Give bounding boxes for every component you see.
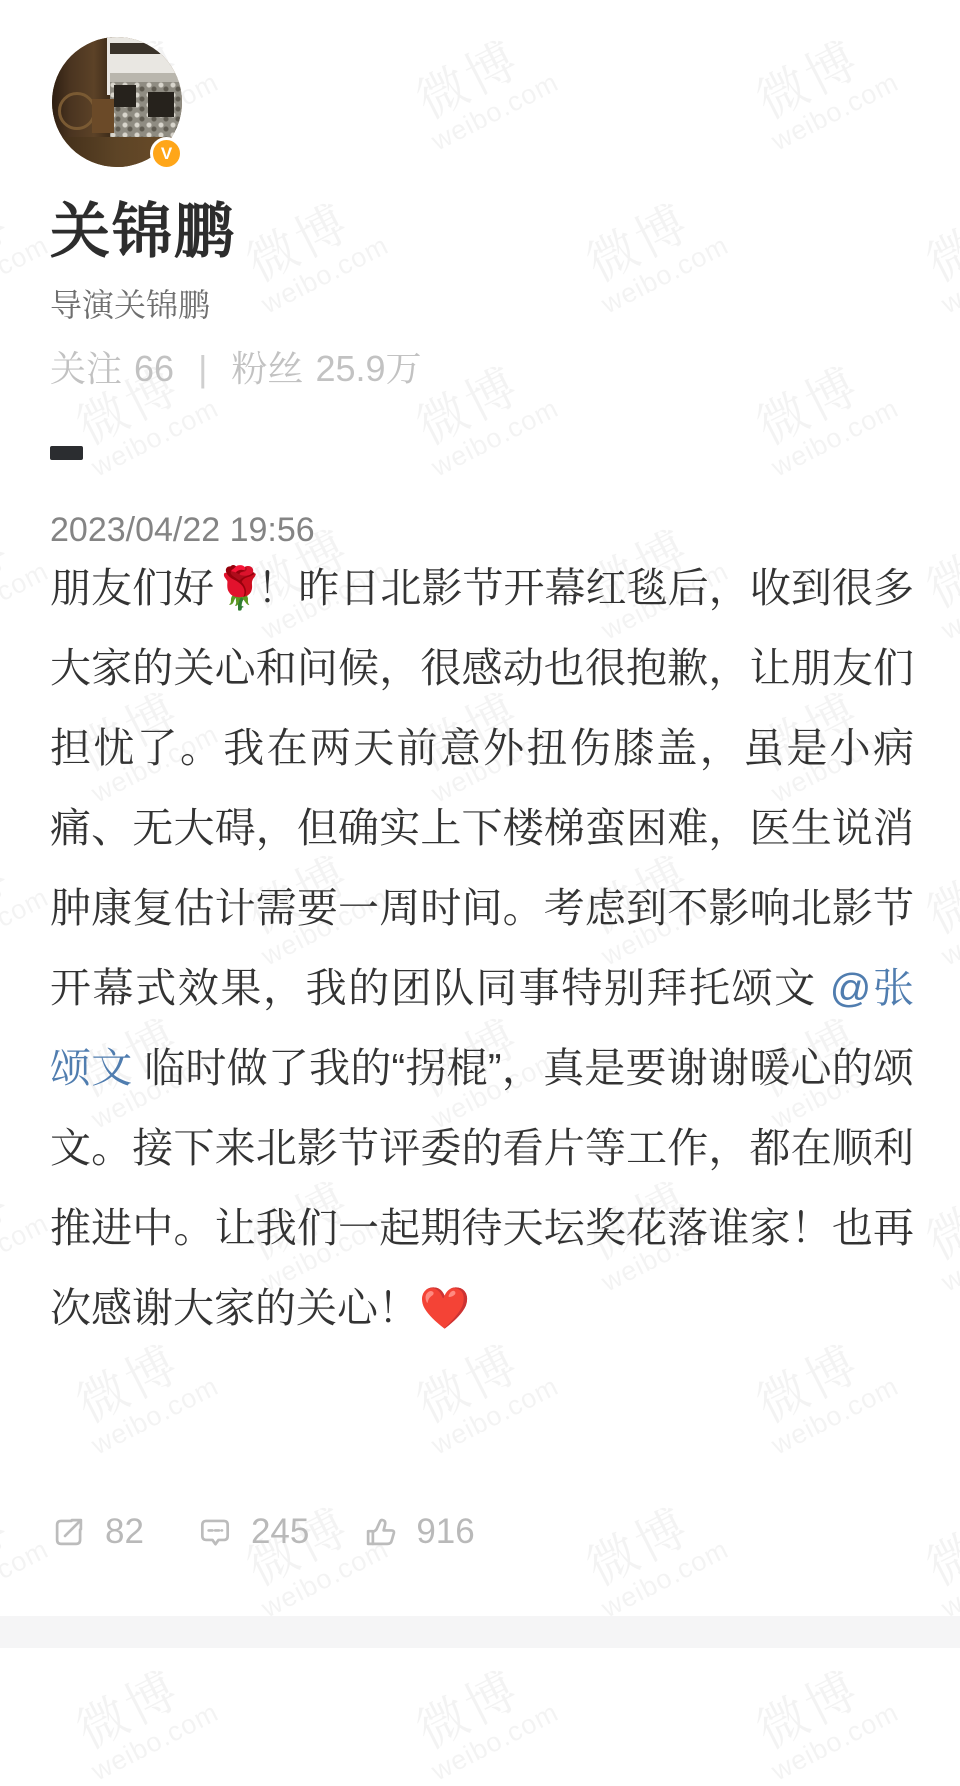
profile-stats <box>50 348 422 390</box>
verified-badge-icon: V <box>150 137 183 170</box>
share-icon <box>50 1513 88 1551</box>
watermark <box>409 1652 563 1782</box>
followers-label[interactable]: 粉丝 <box>231 348 304 389</box>
watermark <box>749 1652 903 1782</box>
comment-count: 245 <box>250 1512 310 1551</box>
profile-bio: 导演关锦鹏 <box>50 287 211 323</box>
avatar-image-hearth <box>114 85 136 107</box>
stats-divider: | <box>198 348 208 389</box>
like-count: 916 <box>416 1512 475 1551</box>
post-text-segment: ！昨日北影节开幕红毯后，收到很多大家的关心和问候，很感动也很抱歉，让朋友们担忧了。我在两天前意外扭伤膝盖，虽是小病痛、无大碍，但确实上下楼梯蛮困难，医生说消肿康复估计需要一周时间。考虑到不影响北影节开幕式效果，我的团队同事特别拜托颂文 <box>50 565 915 1011</box>
comment-button[interactable] <box>196 1512 309 1552</box>
emoji: 🌹 <box>214 565 266 611</box>
post-text <box>50 548 914 1348</box>
profile-name: 关锦鹏 <box>50 198 236 265</box>
action-bar <box>50 1512 527 1552</box>
post-text-segment: 朋友们好 <box>50 565 215 611</box>
watermark <box>69 1652 223 1782</box>
comment-icon <box>196 1513 234 1551</box>
like-button[interactable] <box>361 1512 474 1552</box>
next-section-band <box>0 1616 960 1648</box>
following-label[interactable]: 关注 <box>50 348 123 389</box>
share-button[interactable] <box>50 1512 144 1552</box>
collapse-dash <box>50 446 83 460</box>
avatar-image-chair <box>92 99 114 133</box>
post-text-segment: 临时做了我的“拐棍”，真是要谢谢暖心的颂文。接下来北影节评委的看片等工作，都在顺利推进中。让我们一起期待天坛奖花落谁家！也再次感谢大家的关心！ <box>50 1045 914 1331</box>
following-count[interactable]: 66 <box>134 348 175 389</box>
emoji: ❤️ <box>419 1285 471 1331</box>
mention-link[interactable]: @张颂文 <box>50 965 915 1091</box>
share-count: 82 <box>105 1512 144 1551</box>
followers-count[interactable]: 25.9万 <box>315 348 422 389</box>
avatar-image-beam <box>110 43 182 54</box>
avatar-image-spinning-wheel <box>58 92 96 130</box>
like-icon <box>361 1513 399 1551</box>
avatar-image-hearth <box>148 92 174 117</box>
post-timestamp: 2023/04/22 19:56 <box>50 511 315 549</box>
